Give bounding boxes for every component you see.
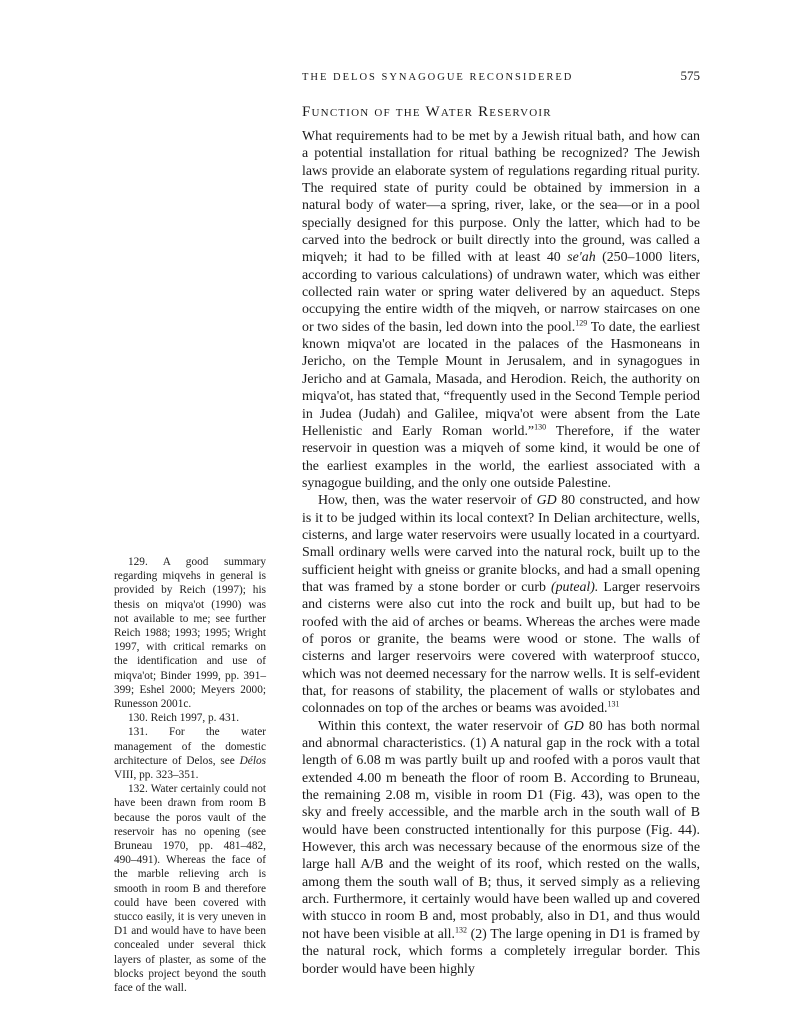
text-run: (250–1000 liters, according to various calculations) of undrawn water, which was either collected rain water or spring water delivered by an aqueduct. Steps occupying the entire width of the miqveh, or narrow staircases on one or two sides of the basin, led down into the pool. xyxy=(302,250,700,335)
running-head xyxy=(302,68,700,84)
paragraph-1 xyxy=(302,128,700,492)
text-run: (2) The large opening in D1 is framed by the natural rock, which forms a completely irregular border. This border would have been highly xyxy=(302,926,700,977)
italic-term: se'ah xyxy=(567,250,596,266)
footnote-130: 130. Reich 1997, p. 431. xyxy=(128,712,240,725)
italic-term: (puteal). xyxy=(550,579,599,595)
text-run: 80 has both normal and abnormal characteristics. (1) A natural gap in the rock with a total length of 6.08 m was partly built up and roofed with a poros vault that extended 4.00 m beneath the floor of room B. According to Bruneau, the remaining 2.08 m, visible in room D1 (Fig. 43), was open to the sky and freely accessible, and the marble arch in the south wall of B would have been constructed intentionally for this purpose (Fig. 44). However, this arch was necessary because of the enormous size of the large hall A/B and the weight of its roof, which rested on the walls, among them the south wall of B; thus, it served simply as a relieving arch. Furthermore, it certainly would have been walled up and covered with stucco in room B and, most probably, also in D1, and thus would not have been visible at all. xyxy=(302,718,700,942)
footnote-ref-130[interactable]: 130 xyxy=(534,422,547,432)
text-run: Larger reservoirs and cisterns were also cut into the rock and built up, but had to be roofed with the aid of arches or beams. Whereas the arches were made of poros or granite, the beams were wood or stone. The walls of cisterns and larger reservoirs were covered with waterproof stucco, which was not deemed necessary for the narrow wells. It is self-evident that, for reasons of stability, the placement of walls or stylobates and colonnades on top of the arches or beams was avoided. xyxy=(302,579,700,717)
text-run: Therefore, if the water reservoir in question was a miqveh of some kind, it would be one of the earliest examples in the world, the earliest associated with a synagogue building, and the only one outside Palestine. xyxy=(302,423,700,491)
text-run: 80 constructed, and how is it to be judged within its local context? In Delian architecture, wells, cisterns, and large water reservoirs were usually located in a courtyard. Small ordinary wells were carved into the natural rock, built up to the sufficient height with gneiss or granite blocks, and had a small opening that was framed by a stone border or curb xyxy=(302,493,700,595)
italic-term: Délos xyxy=(239,754,266,767)
text-run: To date, the earliest known miqva'ot are located in the palaces of the Hasmoneans in Jericho, on the Temple Mount in Jerusalem, and in synagogues in Jericho and at Gamala, Masada, and Herodion. Reich, the authority on miqva'ot, has stated that, “frequently used in the Second Temple period in Judea (Judah) and Galilee, miqva'ot were absent from the Late Hellenistic and Early Roman world.” xyxy=(302,319,700,439)
body-text xyxy=(302,128,700,978)
footnote-132: 132. Water certainly could not have been drawn from room B because the poros vault of the reservoir has no opening (see Bruneau 1970, pp. 481–482, 490–491). Whereas the face of the marble relieving arch is smooth in room B and therefore could have been covered with stucco easily, it is very uneven in D1 and would have to have been concealed under several thick layers of plaster, as some of the blocks project beyond the south face of the wall. xyxy=(114,783,266,995)
footnote-131 xyxy=(114,725,266,782)
text-run: Within this context, the water reservoir of xyxy=(318,718,564,734)
text-run: VIII, pp. 323–351. xyxy=(114,769,199,782)
running-title: THE DELOS SYNAGOGUE RECONSIDERED xyxy=(302,72,574,83)
paragraph-2 xyxy=(302,492,700,717)
italic-term: GD xyxy=(563,718,584,734)
footnote-ref-129[interactable]: 129 xyxy=(575,318,588,328)
italic-term: GD xyxy=(536,493,557,509)
footnote-129: 129. A good summary regarding miqvehs in general is provided by Reich (1997); his thesis on miqva'ot (1990) was not available to me; see further Reich 1988; 1993; 1995; Wright 1997, with critical remarks on the identification and use of miqva'ot; Binder 1999, pp. 391–399; Eshel 2000; Meyers 2000; Runesson 2001c. xyxy=(114,556,266,711)
footnote-ref-132[interactable]: 132 xyxy=(454,925,467,935)
section-heading: Function of the Water Reservoir xyxy=(302,104,552,120)
footnote-ref-131[interactable]: 131 xyxy=(607,699,620,709)
text-run: 131. For the water management of the domestic architecture of Delos, see xyxy=(114,726,266,767)
text-run: What requirements had to be met by a Jewish ritual bath, and how can a potential installation for ritual bathing be recognized? The Jewish laws provide an elaborate system of regulations regarding ritual purity. The required state of purity could be obtained by immersion in a natural body of water—a spring, river, lake, or the sea—or in a pool specially designed for this purpose. Only the latter, which had to be carved into the bedrock or built directly into the ground, was called a miqveh; it had to be filled with at least 40 xyxy=(302,129,700,266)
footnotes xyxy=(114,555,266,995)
paragraph-3 xyxy=(302,718,700,978)
text-run: How, then, was the water reservoir of xyxy=(318,493,537,509)
page-number: 575 xyxy=(680,68,700,83)
